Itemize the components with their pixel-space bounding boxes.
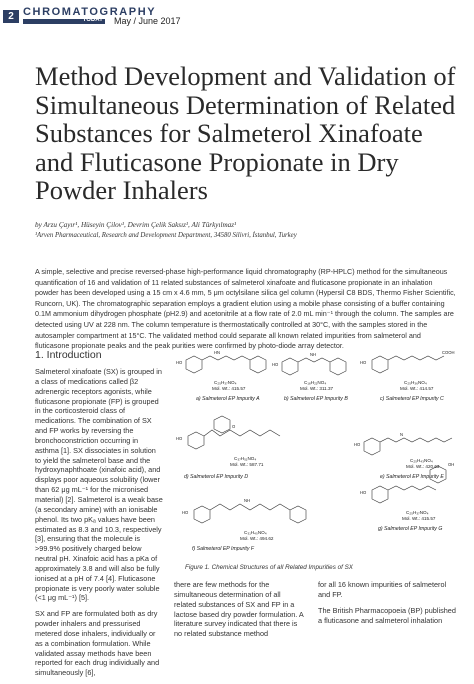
molecule-label: e) Salmeterol EP Impurity E [380, 474, 444, 480]
atom-label: HO [360, 360, 367, 365]
atom-label: O [232, 424, 236, 429]
side-chain [204, 430, 280, 436]
atom-label: HO [360, 490, 367, 495]
molecular-weight: Mol. Wt.: 415.57 [212, 386, 246, 391]
atom-label: COOH [442, 350, 455, 355]
molecule-label: d) Salmeterol EP Impurity D [184, 474, 249, 480]
section-heading: 1. Introduction [35, 349, 102, 361]
benzene-ring [330, 358, 346, 375]
benzene-ring [188, 432, 204, 449]
molecular-formula: C₃₇H₅₁NO₄ [234, 456, 257, 461]
molecular-weight: Mol. Wt.: 420.63 [406, 464, 440, 469]
molecule-label: b) Salmeterol EP Impurity B [284, 396, 348, 402]
paragraph: The British Pharmacopoeia (BP) published a fluticasone and salmeterol inhalation [318, 605, 456, 625]
atom-label: N [400, 432, 404, 437]
side-chain [380, 438, 452, 442]
journal-name: CHROMATOGRAPHY [23, 6, 157, 18]
page-number: 2 [3, 10, 19, 23]
benzene-ring [250, 356, 266, 373]
benzene-ring [194, 506, 210, 523]
article-authors: by Arzu Çayır¹, Hüseyin Çilov¹, Devrim Çelik Saksız¹, Ali Türkyılmaz¹ [35, 221, 237, 229]
paragraph: SX and FP are formulated both as dry powder inhalers and pressurised metered dose inhalers, individually or as a combination formulation. While validated assay methods have been reported for each drug individually and simultaneously [6], [35, 609, 160, 678]
paragraph: there are few methods for the simultaneous determination of all related substances of SX and FP in a lactose based dry powder formulation. A literature survey indicated that there is no related substance method [174, 580, 304, 639]
molecular-formula: C₂₅H₃₇NO₄ [214, 380, 237, 385]
journal-sub-label: TODAY [82, 17, 103, 23]
benzene-ring [282, 358, 298, 375]
molecule-label: g) Salmeterol EP Impurity G [378, 526, 443, 532]
atom-label: HN [214, 350, 221, 355]
figure-caption: Figure 1. Chemical Structures of all Related Impurities of SX [185, 564, 353, 571]
atom-label: NH [310, 352, 317, 357]
abstract: A simple, selective and precise reversed-phase high-performance liquid chromatography (RP-HPLC) method for the simultaneous quantification of 16 and validation of 11 related substances of salmeterol xinafoate and fluticasone propionate in an inhalation powder has been developed using a 15 cm x 4.6 mm, 5 μm octylsilane silica gel column (Hypersil C8 BDS, Thermo Fisher Scientific, Runcorn, UK). The chromatographic separation employs a gradient elution using a mobile phase consisting of a buffer containing 0.1M ammonium dihydrogen phosphate (pH2.9) and acetonitrile at a flow rate of 2.0 mL min⁻¹ through the column. The samples are detected using UV at 228 nm. The column temperature is thermostatically controlled at 30°C, with the samples stored in the autosampler compartment at 15°C. The validated method could separate all known related impurities from salmeterol and fluticasone propionate peaks and the peak purities were confirmed by photo-diode array detector. [35, 267, 456, 351]
molecular-formula: C₁₈H₂₁NO₄ [304, 380, 327, 385]
column-2 [174, 580, 304, 645]
molecular-weight: Mol. Wt.: 311.37 [300, 386, 334, 391]
paragraph: for all 16 known impurities of salmeterol and FP. [318, 580, 447, 599]
article-title: Method Development and Validation of Simultaneous Determination of Related Substances for Salmeterol Xinafoate and Fluticasone Propionate in Dry Powder Inhalers [35, 61, 456, 205]
molecular-weight: Mol. Wt.: 587.71 [230, 462, 264, 467]
side-chain [388, 486, 436, 490]
atom-label: NH [244, 498, 251, 503]
molecule-label: a) Salmeterol EP Impurity A [196, 396, 260, 402]
molecule-label: c) Salmeterol EP Impurity C [380, 396, 444, 402]
chemical-structures-figure [174, 350, 469, 562]
side-chain [388, 356, 444, 360]
atom-label: HO [182, 510, 189, 515]
molecular-weight: Mol. Wt.: 494.62 [240, 536, 274, 541]
benzene-ring [372, 356, 388, 373]
molecular-weight: Mol. Wt.: 415.57 [402, 516, 436, 521]
molecule-label: f) Salmeterol EP Impurity F [192, 546, 255, 552]
benzene-ring [214, 416, 230, 433]
atom-label: HO [176, 360, 183, 365]
molecular-formula: C₂₅H₃₆NO₄ [404, 380, 427, 385]
article-affiliation: ¹Arven Pharmaceutical, Research and Development Department, 34580 Silivri, İstanbul, Turkey [35, 232, 297, 239]
atom-label: HO [272, 362, 279, 367]
molecular-formula: C₂₅H₃₇NO₄ [406, 510, 429, 515]
column-1 [35, 367, 163, 684]
benzene-ring [364, 438, 380, 455]
molecular-formula: C₃₁H₄₀NO₄ [244, 530, 267, 535]
side-chain [202, 356, 250, 360]
atom-label: HO [354, 442, 361, 447]
benzene-ring [372, 486, 388, 503]
molecular-weight: Mol. Wt.: 414.57 [400, 386, 434, 391]
column-3 [318, 580, 458, 631]
molecular-formula: C₂₅H₄₃NO₄ [410, 458, 433, 463]
paragraph: Salmeterol xinafoate (SX) is grouped in a class of medications called β2 adrenergic receptors agonists, while fluticasone propionate (FP) is grouped in the corticosteroid class of medications. The combination of SX and FP works by reversing the bronchoconstriction occurring in asthma [1]. SX dissociates in solution to yield the salmeterol base and the hydroxynaphthoate (xinafoic acid), and displays poor aqueous solubility (lower than 62 μg mL⁻¹ for the micronised material) [2]. Salmeterol is a weak base (a secondary amine) with an ionisable phenol. Its two pKₐ values have been estimated as 8.3 and 10.3, respectively [3], ensuring that the molecule is >99.9% positively charged below neutral pH. Xinafoic acid has a pKa of approximately 3.8 and will also be fully ionised at a pH of 7.4 [4]. Fluticasone propionate is very poorly water soluble (<1 μg mL⁻¹) [5]. [35, 367, 163, 603]
issue-date: May / June 2017 [114, 16, 181, 26]
benzene-ring [186, 356, 202, 373]
benzene-ring [290, 506, 306, 523]
atom-label: OH [448, 462, 455, 467]
journal-sub-bar [23, 19, 105, 24]
side-chain [210, 504, 290, 510]
atom-label: HO [176, 436, 183, 441]
side-chain [298, 358, 330, 362]
